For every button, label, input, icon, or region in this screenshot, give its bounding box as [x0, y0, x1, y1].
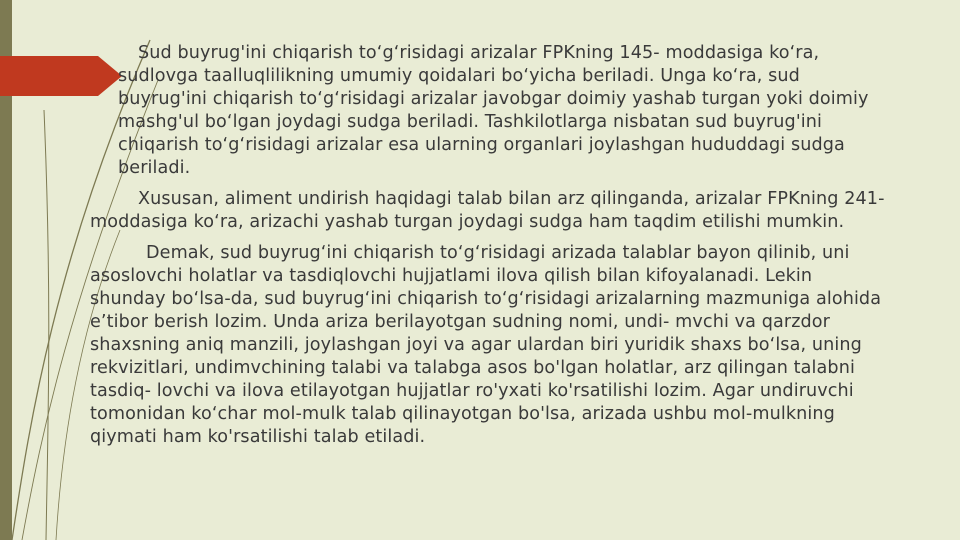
paragraph-2: Xususan, aliment undirish haqidagi talab bilan arz qilinganda, arizalar FPKning 241-moddasiga ko‘ra, arizachi yashab turgan joydagi sudga ham taqdim etilishi mumkin. — [90, 189, 885, 232]
paragraph-3: Demak, sud buyrug‘ini chiqarish to‘g‘risidagi arizada talablar bayon qilinib, uni asoslovchi holatlar va tasdiqlovchi hujjatlami ilova qilish bilan kifoyalanadi. Lekin shunday bo‘lsa-da, sud buyrug‘ini chiqarish to‘g‘risidagi arizalarning mazmuniga alohida e’tibor berish lozim. Unda ariza berilayotgan sudning nomi, undi- mvchi va qarzdor shaxsning aniq manzili, joylashgan joyi va agar ulardan biri yuridik shaxs bo‘lsa, uning rekvizitlari, undimvchining talabi va talabga asos bo'lgan holatlar, arz qilingan talabni tasdiq- lovchi va ilova etilayotgan hujjatlar ro'yxati ko'rsatilishi lozim. Agar undiruvchi tomonidan ko‘char mol-mulk talab qilinayotgan bo'lsa, arizada ushbu mol-mulkning qiymati ham ko'rsatilishi talab etiladi. — [90, 243, 882, 447]
body-text — [90, 42, 890, 449]
paragraph-1: Sud buyrug'ini chiqarish to‘g‘risidagi arizalar FPKning 145- moddasiga ko‘ra, sudlovga taalluqlilikning umumiy qoidalari bo‘yicha beriladi. Unga ko‘ra, sud buyrug'ini chiqarish to‘g‘risidagi arizalar javobgar doimiy yashab turgan yoki doimiy mashg'ul bo‘lgan joydagi sudga beriladi. Tashkilotlarga nisbatan sud buyrug'ini chiqarish to‘g‘risidagi arizalar esa ularning organlari joylashgan hududdagi sudga beriladi. — [118, 43, 869, 178]
